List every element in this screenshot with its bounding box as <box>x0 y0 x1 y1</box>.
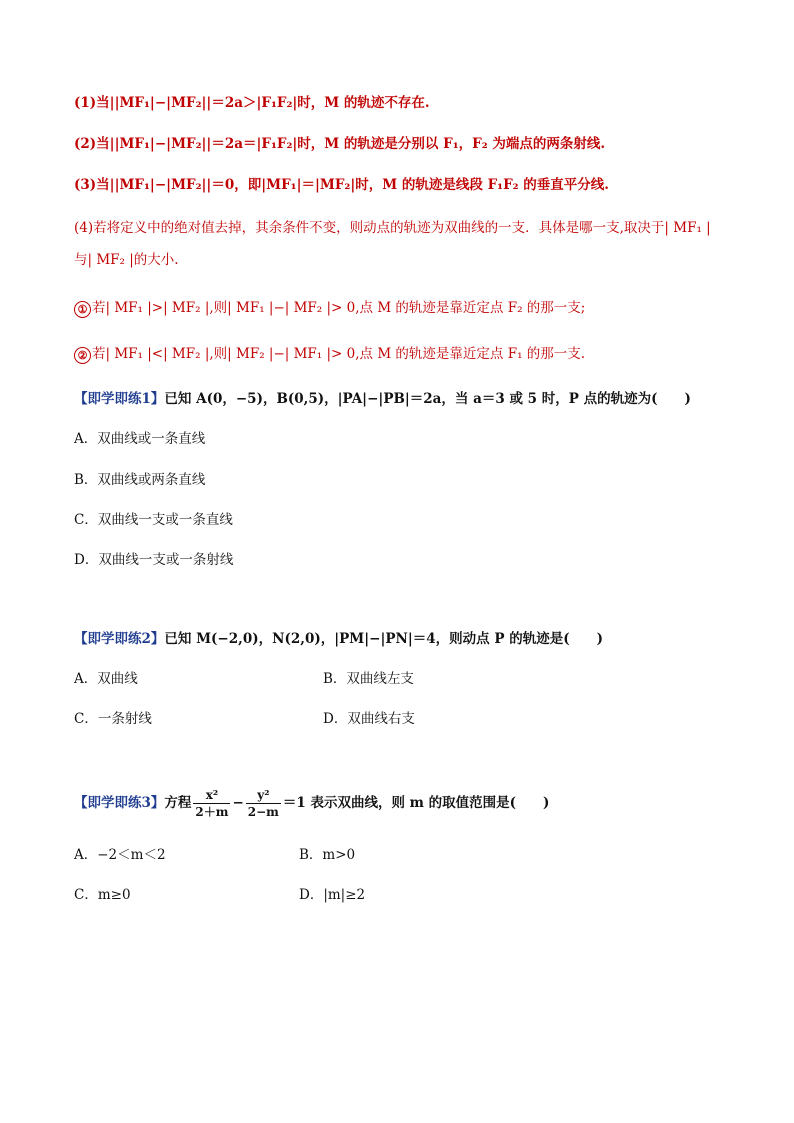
note-1: (1)当||MF₁|−|MF₂||＝2a＞|F₁F₂|时，M 的轨迹不存在. <box>74 95 430 111</box>
fraction-y2-numerator: y² <box>246 787 281 804</box>
exercise-1-option-d: D．双曲线一支或一条射线 <box>74 552 234 568</box>
exercise-2-stem <box>74 630 603 648</box>
case-1 <box>74 299 585 318</box>
exercise-2-option-c: C．一条射线 <box>74 711 152 727</box>
case-2-text: 若| MF₁ |<| MF₂ |,则| MF₂ |−| MF₁ |> 0,点 M 的轨迹是靠近定点 F₁ 的那一支. <box>92 346 586 362</box>
note-4: (4)若将定义中的绝对值去掉，其余条件不变，则动点的轨迹为双曲线的一支．具体是哪一支,取决于| MF₁ | <box>74 220 711 236</box>
exercise-3-tag: 【即学即练3】 <box>74 795 165 811</box>
exercise-2-option-a: A．双曲线 <box>74 671 138 687</box>
case-1-text: 若| MF₁ |>| MF₂ |,则| MF₁ |−| MF₂ |> 0,点 M 的轨迹是靠近定点 F₂ 的那一支; <box>92 300 586 316</box>
exercise-1-stem <box>74 390 691 408</box>
note-4-cont: 与| MF₂ |的大小. <box>74 252 179 268</box>
fraction-y2 <box>246 787 281 820</box>
exercise-3-option-b: B．m>0 <box>299 847 356 863</box>
fraction-y2-denominator: 2−m <box>247 805 279 819</box>
exercise-3-option-c: C．m≥0 <box>74 887 131 903</box>
circled-one-marker: ① <box>74 301 91 318</box>
exercise-2-option-b: B．双曲线左支 <box>323 671 414 687</box>
exercise-1-question: 已知 A(0，−5)，B(0,5)，|PA|−|PB|＝2a，当 a＝3 或 5 时，P 点的轨迹为( ) <box>164 391 691 407</box>
exercise-1-option-a: A．双曲线或一条直线 <box>74 431 206 447</box>
note-2: (2)当||MF₁|−|MF₂||＝2a＝|F₁F₂|时，M 的轨迹是分别以 F₁，F₂ 为端点的两条射线. <box>74 136 606 152</box>
exercise-3-stem-before: 方程 <box>164 795 192 811</box>
exercise-1-option-c: C．双曲线一支或一条直线 <box>74 512 233 528</box>
exercise-3-option-a: A．−2＜m＜2 <box>74 847 166 863</box>
note-3: (3)当||MF₁|−|MF₂||＝0，即|MF₁|＝|MF₂|时，M 的轨迹是线段 F₁F₂ 的垂直平分线. <box>74 177 609 193</box>
case-2 <box>74 345 585 364</box>
fraction-minus: − <box>232 795 244 811</box>
exercise-1-option-b: B．双曲线或两条直线 <box>74 472 206 488</box>
fraction-x2-numerator: x² <box>193 787 230 804</box>
exercise-2-option-d: D．双曲线右支 <box>323 711 415 727</box>
exercise-3-stem <box>74 785 549 821</box>
exercise-3-option-d: D．|m|≥2 <box>299 887 366 903</box>
exercise-2-question: 已知 M(−2,0)，N(2,0)，|PM|−|PN|＝4，则动点 P 的轨迹是( ) <box>164 631 603 647</box>
fraction-x2-denominator: 2＋m <box>195 805 229 819</box>
exercise-2-tag: 【即学即练2】 <box>74 631 165 647</box>
exercise-3-stem-after: ＝1 表示双曲线，则 m 的取值范围是( ) <box>282 795 550 811</box>
circled-two-marker: ② <box>74 347 91 364</box>
exercise-1-tag: 【即学即练1】 <box>74 391 165 407</box>
fraction-x2 <box>193 787 230 820</box>
